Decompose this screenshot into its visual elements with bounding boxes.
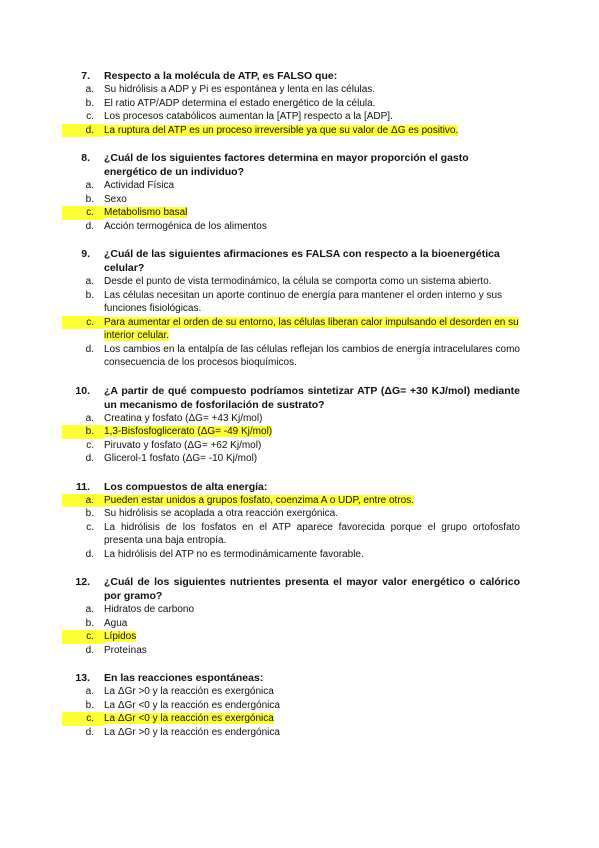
option-letter: b. xyxy=(85,699,94,711)
option-letter: c. xyxy=(86,521,94,533)
option-b xyxy=(62,507,520,521)
option-text: La ΔGr <0 y la reacción es endergónica xyxy=(104,699,280,711)
option-text: El ratio ATP/ADP determina el estado energético de la célula. xyxy=(104,97,376,109)
question-number: 11. xyxy=(75,480,90,493)
option-letter: d. xyxy=(85,548,94,560)
option-letter: a. xyxy=(85,180,94,191)
option-d xyxy=(62,343,520,370)
question-text: ¿A partir de qué compuesto podríamos sintetizar ATP (ΔG= +30 KJ/mol) mediante un mecanismo de fosforilación de sustrato? xyxy=(104,384,520,411)
option-text: Sexo xyxy=(104,193,127,205)
option-letter: b. xyxy=(62,425,104,439)
option-letter: d. xyxy=(85,453,94,464)
highlighted-answer: La ΔGr <0 y la reacción es exergónica xyxy=(104,713,274,724)
option-letter: a. xyxy=(62,494,104,508)
option-c-highlighted xyxy=(62,316,520,343)
option-letter: c. xyxy=(62,206,104,220)
question-10 xyxy=(62,384,520,466)
highlighted-answer: La ruptura del ATP es un proceso irreversible ya que su valor de ΔG es positivo. xyxy=(104,124,459,136)
option-text xyxy=(104,206,520,220)
option-d-highlighted xyxy=(62,124,520,138)
option-d xyxy=(62,220,520,234)
question-text: ¿Cuál de los siguientes nutrientes presenta el mayor valor energético o calórico por gramo? xyxy=(104,576,520,602)
option-text: Creatina y fosfato (ΔG= +43 Kj/mol) xyxy=(104,412,263,424)
question-text: En las reacciones espontáneas: xyxy=(104,672,264,684)
option-letter: c. xyxy=(86,111,94,122)
option-b xyxy=(62,289,520,316)
question-number: 8. xyxy=(81,152,90,164)
option-text: Las células necesitan un aporte continuo de energía para mantener el orden interno y sus funciones fisiológicas. xyxy=(104,289,503,314)
question-13 xyxy=(62,671,520,739)
option-letter: d. xyxy=(62,124,104,138)
option-letter: a. xyxy=(85,604,94,615)
question-number: 10. xyxy=(75,384,90,397)
option-letter: d. xyxy=(85,644,94,656)
question-11 xyxy=(62,480,520,562)
option-text: Los cambios en la entalpía de las células reflejan los cambios de energía intracelulares como consecuencia de los procesos bioquímicos. xyxy=(104,343,520,368)
option-d xyxy=(62,452,520,466)
option-a xyxy=(62,275,520,289)
option-text xyxy=(104,316,520,343)
option-letter: c. xyxy=(86,439,94,451)
option-text: Desde el punto de vista termodinámico, la célula se comporta como un sistema abierto. xyxy=(104,276,492,287)
option-a xyxy=(62,83,520,97)
question-number: 7. xyxy=(81,70,90,82)
option-d xyxy=(62,548,520,562)
option-text: La hidrólisis del ATP no es termodinámicamente favorable. xyxy=(104,548,364,560)
option-text: Agua xyxy=(104,617,128,629)
option-c-highlighted xyxy=(62,712,520,726)
option-c xyxy=(62,521,520,548)
option-letter: a. xyxy=(85,412,94,424)
option-letter: d. xyxy=(85,343,94,355)
option-c-highlighted xyxy=(62,206,520,220)
highlighted-answer: 1,3-Bisfosfoglicerato (ΔG= -49 Kj/mol) xyxy=(104,426,273,437)
option-text: La ΔGr >0 y la reacción es endergónica xyxy=(104,726,280,738)
option-a xyxy=(62,603,520,617)
option-letter: b. xyxy=(85,617,94,629)
option-text xyxy=(104,712,520,726)
option-letter: c. xyxy=(62,316,104,330)
option-b xyxy=(62,193,520,207)
option-letter: a. xyxy=(85,686,94,697)
question-9 xyxy=(62,247,520,370)
question-7 xyxy=(62,69,520,137)
option-text xyxy=(104,124,520,138)
option-letter: b. xyxy=(85,193,94,205)
question-8 xyxy=(62,151,520,233)
question-text: Respecto a la molécula de ATP, es FALSO que: xyxy=(104,70,338,82)
option-text xyxy=(104,425,520,439)
option-letter: d. xyxy=(85,220,94,232)
option-b xyxy=(62,617,520,631)
option-c xyxy=(62,439,520,453)
option-text: Hidratos de carbono xyxy=(104,604,195,615)
option-text: La hidrólisis de los fosfatos en el ATP aparece favorecida porque el grupo ortofosfato presenta una baja entropía. xyxy=(104,521,520,546)
option-a xyxy=(62,685,520,699)
question-list xyxy=(62,69,520,753)
question-number: 12. xyxy=(75,576,90,588)
option-text: Proteínas xyxy=(104,644,147,656)
question-number: 13. xyxy=(75,672,90,684)
option-a xyxy=(62,412,520,426)
option-letter: c. xyxy=(62,712,104,726)
option-letter: b. xyxy=(85,289,94,301)
option-letter: a. xyxy=(85,84,94,95)
option-letter: b. xyxy=(85,508,94,519)
option-text xyxy=(104,630,520,644)
highlighted-answer: Pueden estar unidos a grupos fosfato, coenzima A o UDP, entre otros. xyxy=(104,494,415,506)
option-c xyxy=(62,110,520,124)
option-a-highlighted xyxy=(62,494,520,508)
option-b xyxy=(62,699,520,713)
highlighted-answer: Metabolismo basal xyxy=(104,207,188,218)
option-text: La ΔGr >0 y la reacción es exergónica xyxy=(104,686,274,697)
option-text: Su hidrólisis a ADP y Pi es espontánea y lenta en las células. xyxy=(104,84,376,95)
question-text: ¿Cuál de los siguientes factores determina en mayor proporción el gasto energético de un individuo? xyxy=(104,152,469,178)
highlighted-answer: Lípidos xyxy=(104,631,137,642)
option-b xyxy=(62,97,520,111)
option-letter: b. xyxy=(85,97,94,109)
option-text xyxy=(104,494,520,508)
option-text: Su hidrólisis se acoplada a otra reacción exergónica. xyxy=(104,508,339,519)
question-text: Los compuestos de alta energía: xyxy=(104,480,268,493)
option-letter: d. xyxy=(85,726,94,738)
option-a xyxy=(62,179,520,193)
option-c-highlighted xyxy=(62,630,520,644)
option-b-highlighted xyxy=(62,425,520,439)
option-text: Actividad Física xyxy=(104,180,175,191)
option-letter: c. xyxy=(62,630,104,644)
option-d xyxy=(62,726,520,740)
option-letter: a. xyxy=(85,276,94,287)
highlighted-answer: Para aumentar el orden de su entorno, las células liberan calor impulsando el desorden en su interior celular. xyxy=(104,316,519,341)
question-text: ¿Cuál de las siguientes afirmaciones es FALSA con respecto a la bioenergética celular? xyxy=(104,248,500,274)
question-12 xyxy=(62,575,520,657)
option-d xyxy=(62,644,520,658)
option-text: Acción termogénica de los alimentos xyxy=(104,220,267,232)
option-text: Glicerol-1 fosfato (ΔG= -10 Kj/mol) xyxy=(104,453,258,464)
option-text: Piruvato y fosfato (ΔG= +62 Kj/mol) xyxy=(104,439,262,451)
question-number: 9. xyxy=(81,248,90,260)
option-text: Los procesos catabólicos aumentan la [ATP] respecto a la [ADP]. xyxy=(104,111,393,122)
